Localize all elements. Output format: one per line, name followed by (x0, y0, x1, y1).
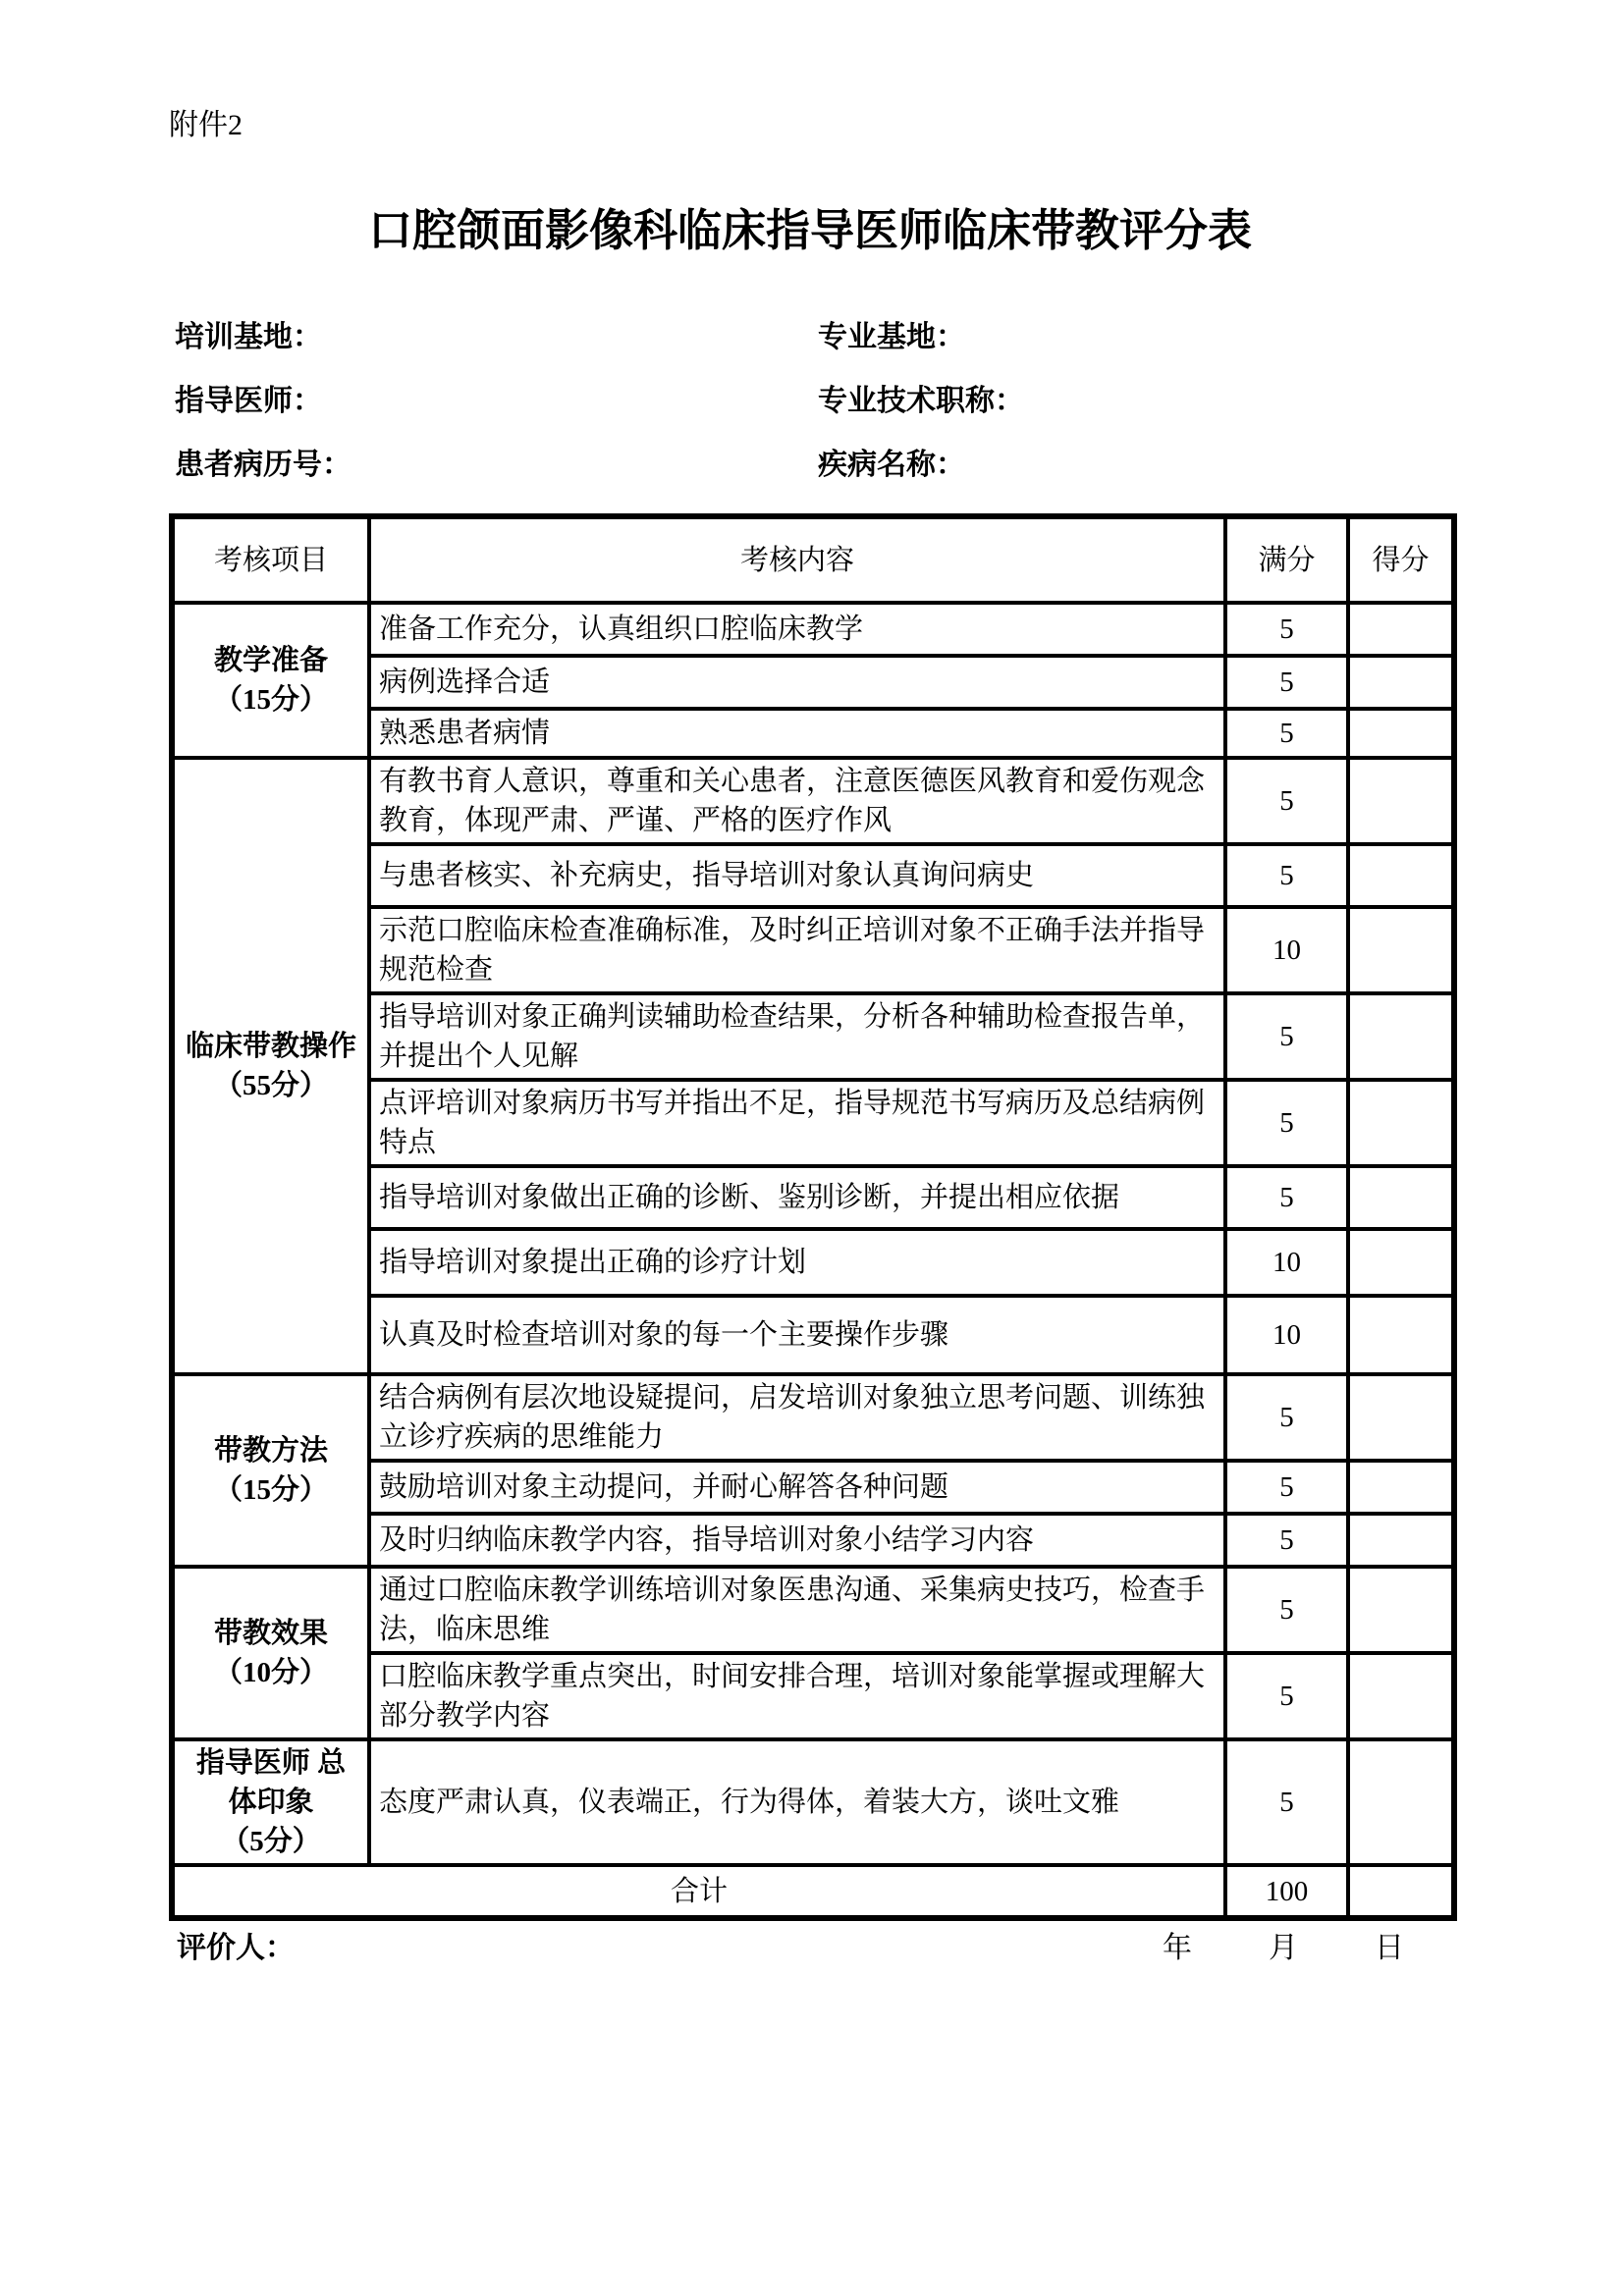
total-score-cell (1348, 1865, 1454, 1918)
max-score-value: 10 (1225, 1296, 1348, 1374)
score-cell (1348, 656, 1454, 709)
score-cell (1348, 1461, 1454, 1514)
category-overall-impression (172, 1739, 369, 1865)
score-cell (1348, 1374, 1454, 1461)
score-cell (1348, 1296, 1454, 1374)
date-day-label: 日 (1375, 1932, 1404, 1964)
specialty-base-label: 专业基地： (818, 321, 965, 353)
category-label: 教学准备 (213, 645, 328, 676)
max-score-value: 5 (1225, 709, 1348, 758)
category-points: （55分） (213, 1070, 328, 1101)
category-label: 带教效果 (213, 1618, 328, 1649)
table-row (172, 1374, 1454, 1461)
page-title: 口腔颌面影像科临床指导医师临床带教评分表 (367, 206, 1252, 255)
max-score-value: 5 (1225, 1567, 1348, 1653)
evaluator-label: 评价人： (177, 1932, 295, 1964)
score-cell (1348, 844, 1454, 907)
criterion-text: 通过口腔临床教学训练培训对象医患沟通、采集病史技巧，检查手法，临床思维 (369, 1567, 1225, 1653)
col-header-assessment-item: 考核项目 (172, 516, 369, 603)
criterion-text: 与患者核实、补充病史，指导培训对象认真询问病史 (369, 844, 1225, 907)
max-score-value: 5 (1225, 1080, 1348, 1166)
total-label: 合计 (172, 1865, 1225, 1918)
criterion-text: 态度严肃认真，仪表端正，行为得体，着装大方，谈吐文雅 (369, 1739, 1225, 1865)
col-header-max-score: 满分 (1225, 516, 1348, 603)
criterion-text: 指导培训对象正确判读辅助检查结果，分析各种辅助检查报告单，并提出个人见解 (369, 993, 1225, 1080)
score-cell (1348, 709, 1454, 758)
max-score-value: 5 (1225, 1374, 1348, 1461)
disease-name-label: 疾病名称： (818, 449, 965, 481)
max-score-value: 5 (1225, 844, 1348, 907)
score-cell (1348, 603, 1454, 656)
criterion-text: 口腔临床教学重点突出，时间安排合理，培训对象能掌握或理解大部分教学内容 (369, 1653, 1225, 1739)
info-row (169, 318, 1451, 382)
max-score-value: 5 (1225, 993, 1348, 1080)
col-header-assessment-content: 考核内容 (369, 516, 1225, 603)
table-row (172, 1567, 1454, 1653)
score-cell (1348, 1739, 1454, 1865)
criterion-text: 结合病例有层次地设疑提问，启发培训对象独立思考问题、训练独立诊疗疾病的思维能力 (369, 1374, 1225, 1461)
criterion-text: 鼓励培训对象主动提问，并耐心解答各种问题 (369, 1461, 1225, 1514)
training-base-label: 培训基地： (175, 321, 322, 353)
total-max-score: 100 (1225, 1865, 1348, 1918)
info-fields (169, 318, 1451, 509)
criterion-text: 病例选择合适 (369, 656, 1225, 709)
category-teaching-effect (172, 1567, 369, 1739)
instructor-label: 指导医师： (175, 385, 322, 417)
max-score-value: 5 (1225, 1166, 1348, 1229)
date-month-label: 月 (1269, 1932, 1298, 1964)
category-label: 指导医师 总体印象 (195, 1747, 347, 1818)
category-points: （5分） (221, 1826, 321, 1857)
category-teaching-method (172, 1374, 369, 1567)
category-points: （10分） (213, 1657, 328, 1688)
patient-record-number-label: 患者病历号： (175, 449, 352, 481)
criterion-text: 及时归纳临床教学内容，指导培训对象小结学习内容 (369, 1514, 1225, 1567)
max-score-value: 5 (1225, 758, 1348, 844)
max-score-value: 5 (1225, 1653, 1348, 1739)
date-fields (1163, 1929, 1404, 1968)
criterion-text: 准备工作充分，认真组织口腔临床教学 (369, 603, 1225, 656)
professional-title-label: 专业技术职称： (818, 385, 1024, 417)
score-cell (1348, 1567, 1454, 1653)
score-cell (1348, 1229, 1454, 1296)
date-year-label: 年 (1163, 1932, 1192, 1964)
score-cell (1348, 1080, 1454, 1166)
category-teaching-preparation (172, 603, 369, 758)
total-row (172, 1865, 1454, 1918)
info-row (169, 382, 1451, 446)
criterion-text: 认真及时检查培训对象的每一个主要操作步骤 (369, 1296, 1225, 1374)
criterion-text: 指导培训对象做出正确的诊断、鉴别诊断，并提出相应依据 (369, 1166, 1225, 1229)
col-header-score: 得分 (1348, 516, 1454, 603)
table-row (172, 758, 1454, 844)
table-row (172, 603, 1454, 656)
table-header-row (172, 516, 1454, 603)
info-row (169, 446, 1451, 509)
score-cell (1348, 1166, 1454, 1229)
max-score-value: 5 (1225, 603, 1348, 656)
score-cell (1348, 993, 1454, 1080)
category-clinical-teaching-operation (172, 758, 369, 1374)
criterion-text: 示范口腔临床检查准确标准，及时纠正培训对象不正确手法并指导规范检查 (369, 907, 1225, 993)
footer-row (169, 1929, 1451, 1972)
evaluation-table (169, 513, 1457, 1921)
score-cell (1348, 907, 1454, 993)
max-score-value: 5 (1225, 1739, 1348, 1865)
category-points: （15分） (213, 1474, 328, 1506)
score-cell (1348, 1514, 1454, 1567)
criterion-text: 熟悉患者病情 (369, 709, 1225, 758)
table-row (172, 1739, 1454, 1865)
category-points: （15分） (213, 684, 328, 716)
attachment-label: 附件2 (169, 109, 243, 141)
max-score-value: 5 (1225, 656, 1348, 709)
criterion-text: 有教书育人意识，尊重和关心患者，注意医德医风教育和爱伤观念教育，体现严肃、严谨、严格的医疗作风 (369, 758, 1225, 844)
category-label: 临床带教操作 (185, 1031, 356, 1062)
max-score-value: 5 (1225, 1514, 1348, 1567)
max-score-value: 5 (1225, 1461, 1348, 1514)
criterion-text: 点评培训对象病历书写并指出不足，指导规范书写病历及总结病例特点 (369, 1080, 1225, 1166)
max-score-value: 10 (1225, 907, 1348, 993)
max-score-value: 10 (1225, 1229, 1348, 1296)
score-cell (1348, 758, 1454, 844)
document-content (169, 0, 1451, 1972)
criterion-text: 指导培训对象提出正确的诊疗计划 (369, 1229, 1225, 1296)
score-cell (1348, 1653, 1454, 1739)
category-label: 带教方法 (213, 1435, 328, 1467)
